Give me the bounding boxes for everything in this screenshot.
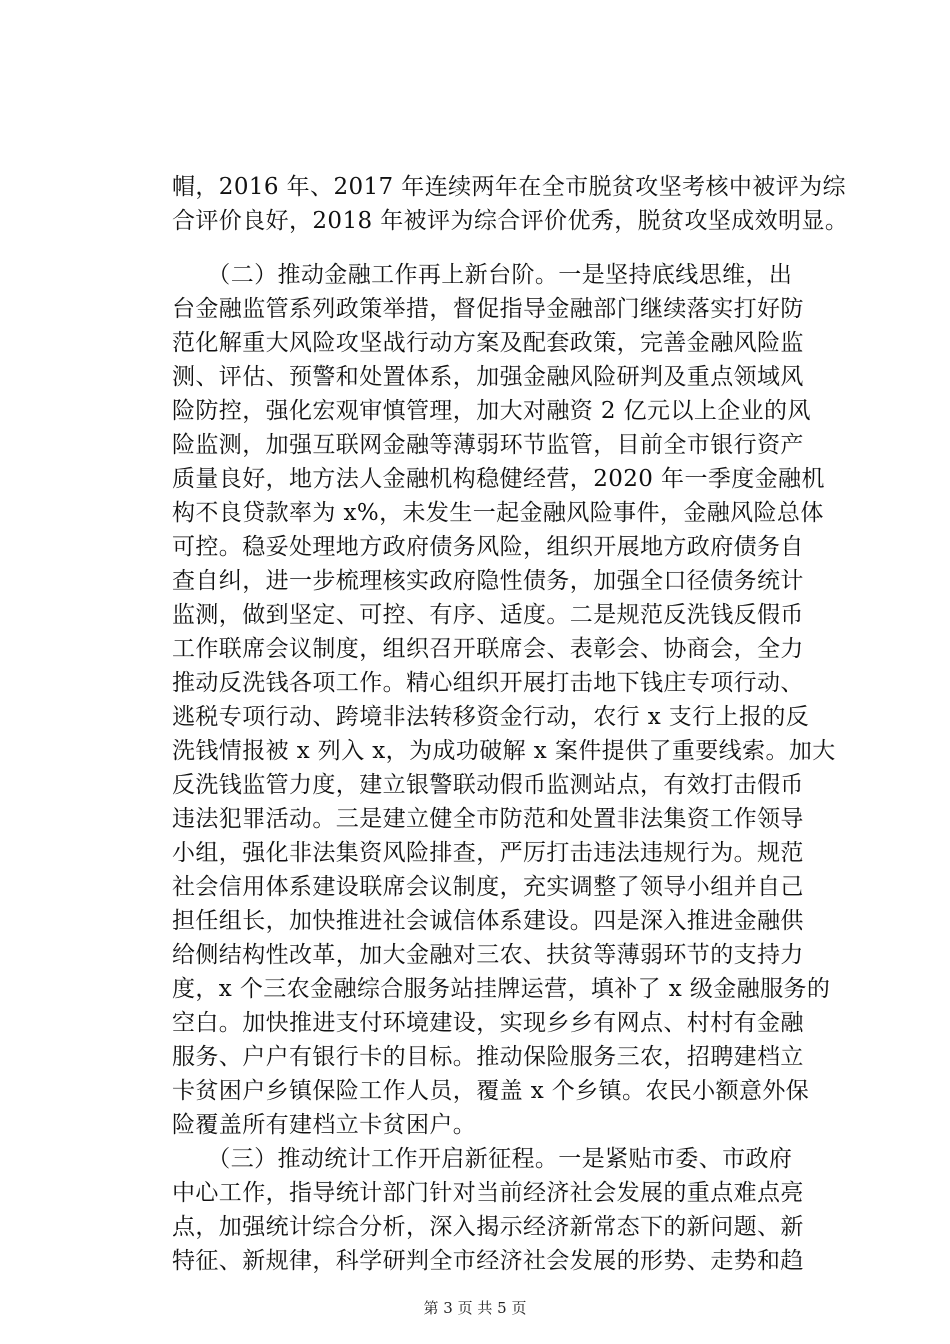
text-line: 查自纠，进一步梳理核实政府隐性债务，加强全口径债务统计 <box>172 568 804 594</box>
text-line: 险防控，强化宏观审慎管理，加大对融资 2 亿元以上企业的风 <box>172 398 811 424</box>
text-line: 构不良贷款率为 x%，未发生一起金融风险事件，金融风险总体 <box>172 500 824 526</box>
page-footer <box>0 1298 950 1318</box>
text-line: 服务、户户有银行卡的目标。推动保险服务三农，招聘建档立 <box>172 1044 804 1070</box>
text-line: （三）推动统计工作开启新征程。一是紧贴市委、市政府 <box>172 1146 793 1172</box>
text-line: 给侧结构性改革，加大金融对三农、扶贫等薄弱环节的支持力 <box>172 942 804 968</box>
text-line: 监测，做到坚定、可控、有序、适度。二是规范反洗钱反假币 <box>172 602 804 628</box>
document-body <box>172 170 849 1278</box>
text-line: 逃税专项行动、跨境非法转移资金行动，农行 x 支行上报的反 <box>172 704 810 730</box>
text-line: 范化解重大风险攻坚战行动方案及配套政策，完善金融风险监 <box>172 330 804 356</box>
page-number: 第 3 页 共 5 页 <box>423 1299 527 1317</box>
text-line: 小组，强化非法集资风险排查，严厉打击违法违规行为。规范 <box>172 840 804 866</box>
text-line: 特征、新规律，科学研判全市经济社会发展的形势、走势和趋 <box>172 1248 804 1274</box>
text-line: 卡贫困户乡镇保险工作人员，覆盖 x 个乡镇。农民小额意外保 <box>172 1078 810 1104</box>
text-line: 中心工作，指导统计部门针对当前经济社会发展的重点难点亮 <box>172 1180 804 1206</box>
paragraph-3 <box>172 1142 832 1278</box>
text-line: （二）推动金融工作再上新台阶。一是坚持底线思维，出 <box>172 262 793 288</box>
text-line: 帽，2016 年、2017 年连续两年在全市脱贫攻坚考核中被评为综 <box>172 174 846 200</box>
text-line: 工作联席会议制度，组织召开联席会、表彰会、协商会，全力 <box>172 636 804 662</box>
text-line: 台金融监管系列政策举措，督促指导金融部门继续落实打好防 <box>172 296 804 322</box>
paragraph-1 <box>172 170 849 238</box>
text-line: 可控。稳妥处理地方政府债务风险，组织开展地方政府债务自 <box>172 534 804 560</box>
paragraph-gap <box>172 238 832 258</box>
paragraph-2 <box>172 258 836 1142</box>
text-line: 洗钱情报被 x 列入 x，为成功破解 x 案件提供了重要线索。加大 <box>172 738 836 764</box>
text-line: 推动反洗钱各项工作。精心组织开展打击地下钱庄专项行动、 <box>172 670 804 696</box>
text-line: 空白。加快推进支付环境建设，实现乡乡有网点、村村有金融 <box>172 1010 804 1036</box>
text-line: 合评价良好，2018 年被评为综合评价优秀，脱贫攻坚成效明显。 <box>172 208 849 234</box>
text-line: 测、评估、预警和处置体系，加强金融风险研判及重点领域风 <box>172 364 804 390</box>
text-line: 反洗钱监管力度，建立银警联动假币监测站点，有效打击假币 <box>172 772 804 798</box>
text-line: 险监测，加强互联网金融等薄弱环节监管，目前全市银行资产 <box>172 432 804 458</box>
text-line: 度，x 个三农金融综合服务站挂牌运营，填补了 x 级金融服务的 <box>172 976 831 1002</box>
text-line: 违法犯罪活动。三是建立健全市防范和处置非法集资工作领导 <box>172 806 804 832</box>
text-line: 社会信用体系建设联席会议制度，充实调整了领导小组并自己 <box>172 874 804 900</box>
text-line: 险覆盖所有建档立卡贫困户。 <box>172 1112 477 1138</box>
text-line: 担任组长，加快推进社会诚信体系建设。四是深入推进金融供 <box>172 908 804 934</box>
text-line: 质量良好，地方法人金融机构稳健经营，2020 年一季度金融机 <box>172 466 825 492</box>
text-line: 点，加强统计综合分析，深入揭示经济新常态下的新问题、新 <box>172 1214 804 1240</box>
